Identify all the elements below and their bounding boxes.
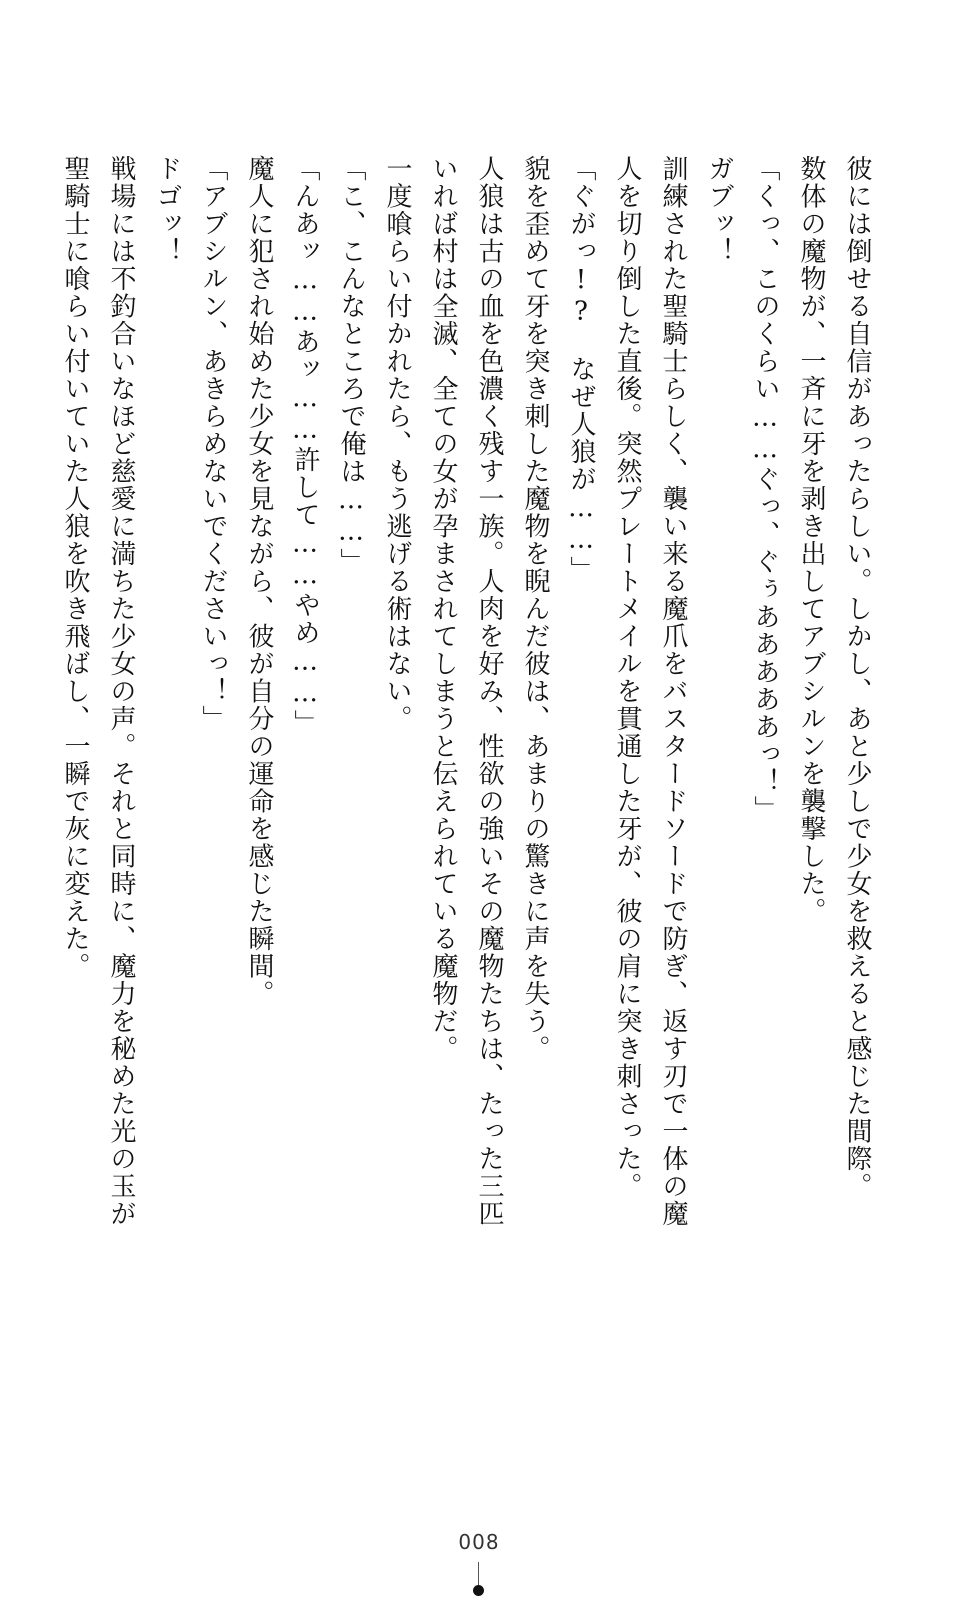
text-line: 人を切り倒した直後。突然プレートメイルを貫通した牙が、彼の肩に突き刺さった。 — [612, 155, 642, 1200]
text-line: 一度喰らい付かれたら、もう逃げる術はない。 — [382, 155, 412, 733]
text-line: 聖騎士に喰らい付いていた人狼を吹き飛ばし、一瞬で灰に変えた。 — [60, 155, 90, 980]
text-line: 数体の魔物が、一斉に牙を剥き出してアブシルンを襲撃した。 — [796, 155, 826, 925]
text-line: 人狼は古の血を色濃く残す一族。人肉を好み、性欲の強いその魔物たちは、たった三匹 — [474, 155, 504, 1228]
text-line: 戦場には不釣合いなほど慈愛に満ちた少女の声。それと同時に、魔力を秘めた光の玉が — [106, 155, 136, 1228]
text-line: 「くっ、このくらい……ぐっ、ぐぅあああああっ！」 — [750, 155, 780, 823]
page-number: 008 — [458, 1530, 500, 1554]
text-line: ガブッ！ — [704, 155, 734, 265]
text-line: ドゴッ！ — [152, 155, 182, 265]
page-marker-dot — [473, 1585, 484, 1596]
text-line: 貌を歪めて牙を突き刺した魔物を睨んだ彼は、あまりの驚きに声を失う。 — [520, 155, 550, 1063]
text-line: 「アブシルン、あきらめないでくださいっ！」 — [198, 155, 228, 733]
text-line: 「んあッ……あッ……許して……やめ……」 — [290, 155, 320, 737]
text-line: 訓練された聖騎士らしく、襲い来る魔爪をバスタードソードで防ぎ、返す刃で一体の魔 — [658, 155, 688, 1228]
body-text — [52, 155, 880, 1315]
text-line: 魔人に犯され始めた少女を見ながら、彼が自分の運命を感じた瞬間。 — [244, 155, 274, 1008]
text-line: 「ぐがっ!? なぜ人狼が……」 — [566, 155, 596, 584]
text-line: 彼には倒せる自信があったらしい。しかし、あと少しで少女を救えると感じた間際。 — [842, 155, 872, 1200]
text-line: いれば村は全滅、全ての女が孕まされてしまうと伝えられている魔物だ。 — [428, 155, 458, 1063]
text-line: 「こ、こんなところで俺は……」 — [336, 155, 366, 576]
